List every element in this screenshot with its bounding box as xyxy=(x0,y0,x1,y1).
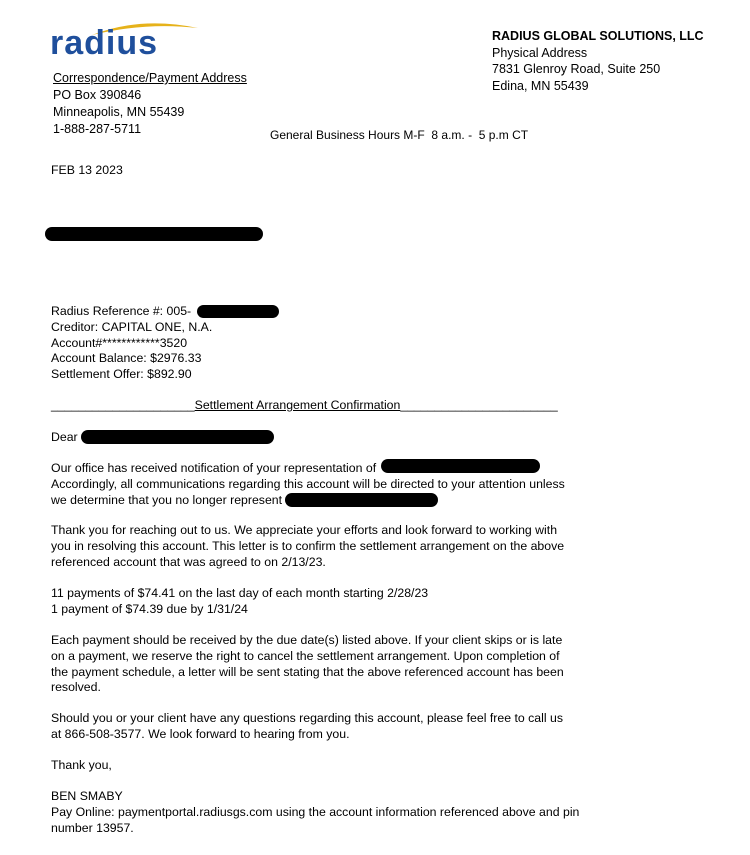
account-balance: Account Balance: $2976.33 xyxy=(51,351,202,366)
p2-line3: referenced account that was agreed to on 2/13/23. xyxy=(51,554,326,569)
p4-line2: at 866-508-3577. We look forward to hearing from you. xyxy=(51,726,350,741)
physical-address-label: Physical Address xyxy=(492,45,588,60)
redacted-reference xyxy=(197,305,279,318)
heading-left-rule: _____________________ xyxy=(51,398,195,412)
correspondence-block xyxy=(53,70,247,138)
account-number: Account#************3520 xyxy=(51,335,188,350)
physical-address-line1: 7831 Glenroy Road, Suite 250 xyxy=(492,62,661,76)
company-address-block xyxy=(492,28,704,94)
letter-date: FEB 13 2023 xyxy=(51,163,123,177)
p1-line1: Our office has received notification of your representation of xyxy=(51,461,377,475)
payment-line-2: 1 payment of $74.39 due by 1/31/24 xyxy=(51,601,248,616)
physical-address-line2: Edina, MN 55439 xyxy=(492,78,589,93)
p2-line2: you in resolving this account. This letter is to confirm the settlement arrangement on the above xyxy=(51,538,565,553)
paragraph-contact xyxy=(51,711,563,743)
signature-block xyxy=(51,789,579,836)
closing: Thank you, xyxy=(51,758,112,772)
salutation: Dear xyxy=(51,430,78,444)
creditor: Creditor: CAPITAL ONE, N.A. xyxy=(51,319,213,334)
payment-line-1: 11 payments of $74.41 on the last day of each month starting 2/28/23 xyxy=(51,586,429,600)
company-name: RADIUS GLOBAL SOLUTIONS, LLC xyxy=(492,29,704,43)
p2-line1: Thank you for reaching out to us. We appreciate your efforts and look forward to working with xyxy=(51,523,558,537)
p3-line4: resolved. xyxy=(51,680,101,695)
company-logo xyxy=(50,20,200,62)
correspondence-line2: Minneapolis, MN 55439 xyxy=(53,105,185,119)
correspondence-phone: 1-888-287-5711 xyxy=(53,122,142,136)
pay-online-line1: Pay Online: paymentportal.radiusgs.com using the account information referenced above and pin xyxy=(51,804,580,819)
p1-line3: we determine that you no longer represent xyxy=(51,492,283,507)
redacted-client-name-2 xyxy=(285,493,438,507)
p3-line3: the payment schedule, a letter will be sent stating that the above referenced account has been xyxy=(51,664,564,679)
paragraph-terms xyxy=(51,633,564,696)
redacted-client-name xyxy=(381,459,540,473)
pay-online-line2: number 13957. xyxy=(51,820,134,835)
correspondence-line1: PO Box 390846 xyxy=(53,88,142,102)
reference-number: Radius Reference #: 005- xyxy=(51,304,192,318)
p3-line2: on a payment, we reserve the right to cancel the settlement arrangement. Upon completion of xyxy=(51,648,560,663)
payment-schedule xyxy=(51,586,428,618)
redacted-salutation-name xyxy=(81,430,274,444)
paragraph-confirmation xyxy=(51,523,564,570)
heading-title: Settlement Arrangement Confirmation xyxy=(194,398,401,412)
account-info-block xyxy=(51,304,212,383)
settlement-offer: Settlement Offer: $892.90 xyxy=(51,367,192,382)
heading-right-rule: _______________________ xyxy=(400,398,558,412)
p1-line2: Accordingly, all communications regarding this account will be directed to your attention unless xyxy=(51,476,565,491)
logo-wordmark: radius xyxy=(50,24,159,62)
redacted-recipient xyxy=(45,227,263,241)
section-heading xyxy=(51,398,558,414)
business-hours: General Business Hours M-F 8 a.m. - 5 p.m CT xyxy=(270,128,529,142)
p4-line1: Should you or your client have any questions regarding this account, please feel free to call us xyxy=(51,711,563,725)
correspondence-label: Correspondence/Payment Address xyxy=(53,71,247,85)
signer-name: BEN SMABY xyxy=(51,789,123,803)
p3-line1: Each payment should be received by the due date(s) listed above. If your client skips or is late xyxy=(51,633,563,647)
